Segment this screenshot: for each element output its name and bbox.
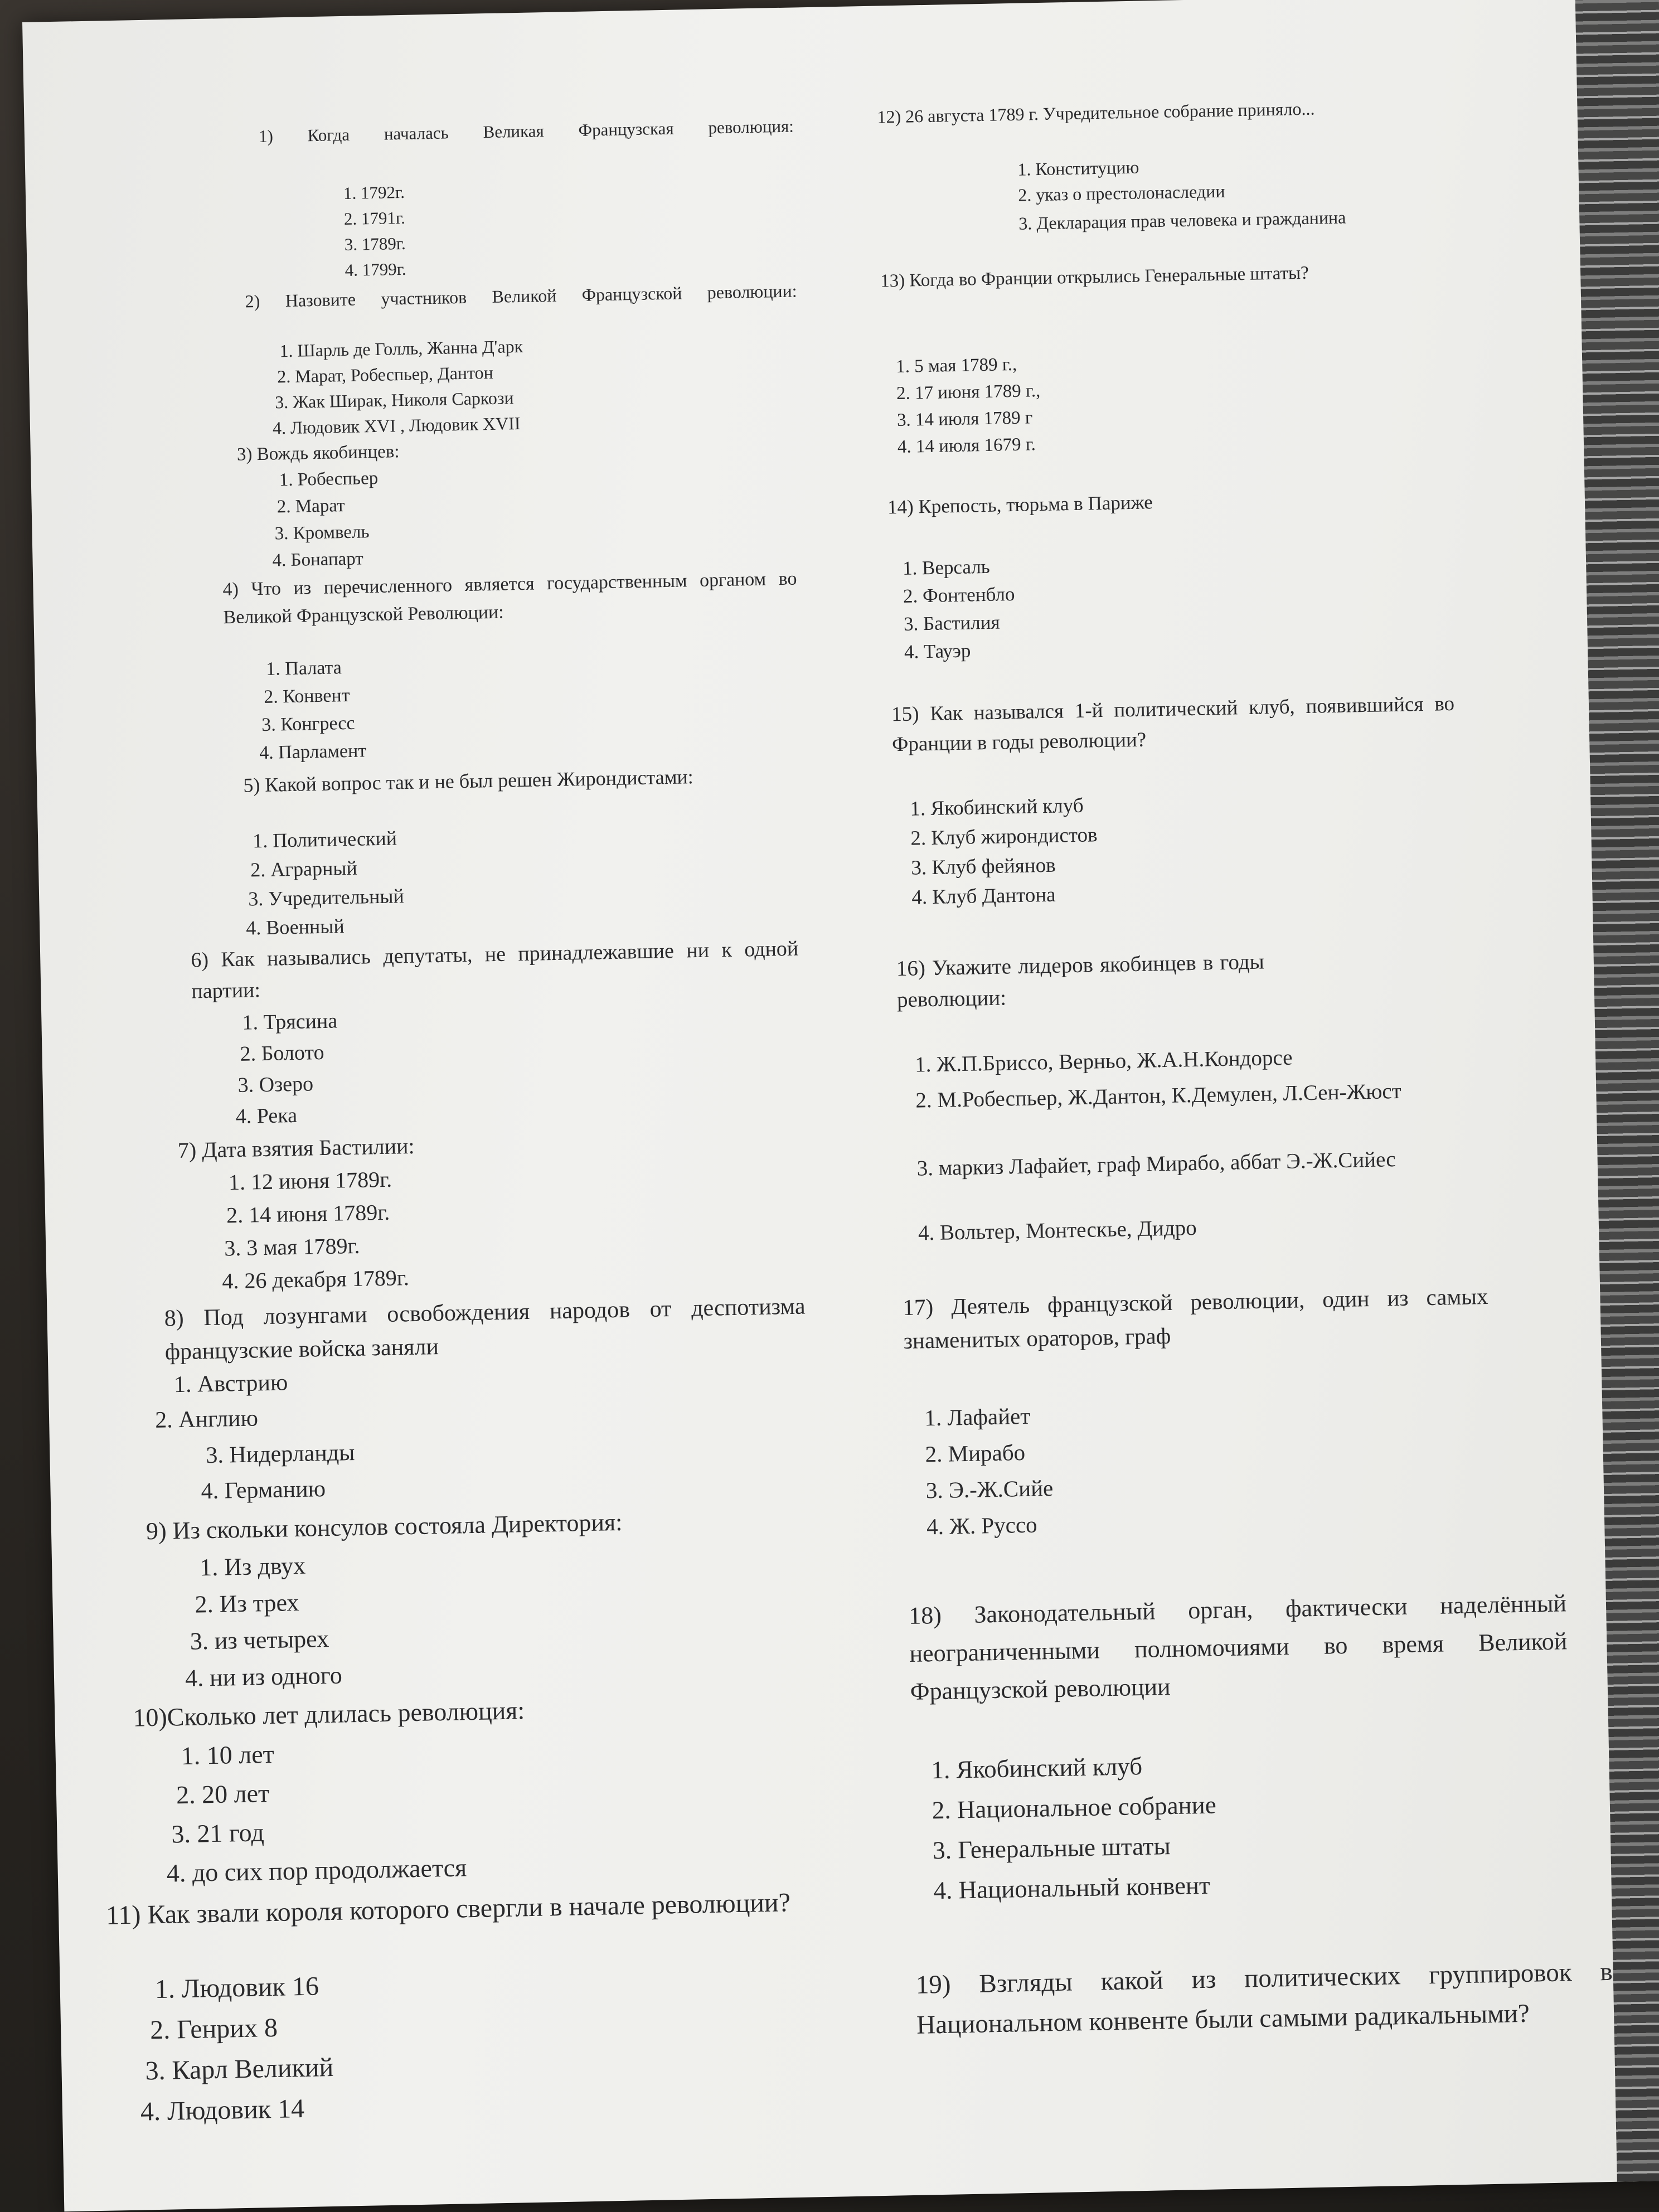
option-4: 4. Людовик XVI , Людовик XVII [272,413,521,438]
option-3: 3. Конгресс [261,712,355,735]
option-1: 1. Трясина [242,1009,338,1035]
question-13 [880,257,1438,294]
question-text: 1) Когда началась Великая Французская революция: [258,116,794,146]
option-2: 2. указ о престолонаследии [1017,181,1225,205]
question-text: 19) Взгляды какой из политических группировок в Национальном конвенте были самыми радикальными? [915,1957,1613,2040]
option-1: 1. Политический [252,827,397,852]
question-text: 5) Какой вопрос так и не был решен Жирондистами: [242,765,694,797]
question-text: 3) Вождь якобинцев: [236,442,400,465]
option-4: 4. до сих пор продолжается [166,1853,467,1888]
option-2: 2. Национальное собрание [932,1791,1217,1825]
option-2: 2. 14 июня 1789г. [226,1199,390,1228]
question-16 [896,947,1265,1016]
photocopy-edge-noise [1575,0,1659,2182]
question-text: 11) Как звали короля которого свергли в начале революции? [105,1888,791,1930]
option-3: 3. Карл Великий [145,2052,334,2086]
option-3: 3. Жак Ширак, Николя Саркози [274,387,514,413]
quiz-sheet [22,0,1659,2211]
option-3: 3. 3 мая 1789г. [224,1233,360,1261]
option-4: 4. 26 декабря 1789г. [221,1265,410,1294]
option-2: 2. 1791г. [343,207,406,229]
option-1: 1. Палата [266,657,342,680]
option-4: 4. Ж. Руссо [926,1511,1037,1540]
question-2 [245,278,797,314]
question-17 [903,1279,1489,1357]
option-3: 3. 1789г. [344,233,406,254]
option-1: 1. Ж.П.Бриссо, Верньо, Ж.А.Н.Кондорсе [914,1045,1293,1077]
option-4: 4. Река [235,1103,298,1129]
option-2: 2. Марат, Робеспьер, Дантон [276,362,493,387]
option-1: 1. Якобинский клуб [909,794,1084,821]
question-text: 10)Сколько лет длилась революция: [132,1696,525,1732]
option-4: 4. Военный [245,915,345,939]
option-3: 3. Клуб фейянов [911,853,1056,880]
option-4: 4. Тауэр [904,639,971,663]
question-14 [887,491,1153,518]
option-1: 1. Из двух [199,1551,306,1582]
option-3: 3. Учредительный [248,885,405,910]
question-9 [146,1508,623,1545]
option-4: 4. Бонапарт [272,549,364,571]
option-3: 3. Э.-Ж.Сийе [925,1474,1054,1503]
question-text: 14) Крепость, тюрьма в Париже [887,491,1153,518]
question-text: 16) Укажите лидеров якобинцев в годы революции: [896,949,1265,1012]
question-text: 7) Дата взятия Бастилии: [177,1133,415,1163]
option-3: 3. Озеро [237,1072,314,1097]
question-text: 15) Как назывался 1-й политический клуб, появившийся во Франции в годы революции? [891,692,1455,756]
option-1: 1. Лафайет [924,1403,1031,1431]
question-text: 9) Из скольки консулов состояла Директория: [145,1508,623,1545]
option-2: 2. Марат [276,496,345,517]
option-1: 1. Конституцию [1017,157,1139,180]
question-text: 2) Назовите участников Великой Французской революции: [245,280,797,312]
option-3: 3. Нидерланды [205,1440,355,1469]
option-3: 3. 21 год [171,1818,265,1849]
question-6 [191,933,799,1007]
option-2: 2. М.Робеспьер, Ж.Дантон, К.Демулен, Л.Сен-Жюст [915,1079,1402,1113]
option-3: 3. Бастилия [903,611,1000,635]
option-2: 2. Фонтенбло [903,583,1015,607]
option-4: 4. ни из одного [185,1661,343,1692]
option-3: 3. Генеральные штаты [932,1832,1171,1865]
option-4: 4. Людовик 14 [140,2093,305,2127]
option-4: 4. Клуб Дантона [911,883,1056,909]
question-19 [915,1952,1614,2045]
question-text: 18) Законодательный орган, фактически наделённый неограниченными полномочиями во время Великой Французской революции [908,1589,1568,1705]
option-1: 1. Людовик 16 [154,1971,319,2005]
option-2: 2. Генрих 8 [149,2012,278,2045]
option-1: 1. 12 июня 1789г. [228,1166,392,1195]
option-1: 1. Австрию [173,1370,288,1398]
option-1: 1. 5 мая 1789 г., [895,354,1017,377]
option-1: 1. 10 лет [181,1739,275,1770]
question-10 [133,1695,525,1732]
option-4: 4. 14 июля 1679 г. [897,434,1036,457]
option-2: 2. Конвент [263,685,350,707]
option-4: 4. Парламент [259,740,367,764]
option-3: 3. 14 июля 1789 г [896,408,1033,431]
option-2: 2. Аграрный [250,856,358,881]
question-18 [909,1584,1569,1711]
option-1: 1. Робеспьер [279,468,379,491]
question-text: 4) Что из перечисленного является государственным органом во Великой Французской Революции: [222,568,797,628]
option-2: 2. Из трех [195,1588,299,1618]
question-text: 17) Деятель французской революции, один из самых знаменитых ораторов, граф [903,1283,1488,1354]
option-2: 2. 20 лет [176,1779,270,1810]
question-3 [237,442,400,465]
option-1: 1. Версаль [902,555,991,579]
option-3: 3. маркиз Лафайет, граф Мирабо, аббат Э.-Ж.Сийес [916,1147,1396,1181]
option-3: 3. Декларация прав человека и гражданина [1018,207,1346,234]
question-1 [259,113,794,149]
question-5 [243,760,795,800]
option-4: 4. Вольтер, Монтескье, Дидро [918,1215,1197,1245]
option-1: 1. Якобинский клуб [931,1752,1143,1784]
option-1: 1. Шарль де Голль, Жанна Д'арк [279,336,523,361]
option-2: 2. 17 июня 1789 г., [896,381,1041,404]
option-2: 2. Мирабо [925,1439,1026,1467]
question-7 [177,1133,414,1163]
option-1: 1. 1792г. [343,182,405,203]
option-2: 2. Клуб жирондистов [910,823,1098,850]
question-text: 6) Как назывались депутаты, не принадлежавшие ни к одной партии: [190,937,799,1003]
option-3: 3. Кромвель [274,522,370,544]
question-4 [222,565,798,632]
question-11 [106,1884,809,1935]
option-4: 4. 1799г. [345,259,406,280]
option-3: 3. из четырех [190,1624,329,1655]
option-2: 2. Англию [154,1405,259,1433]
question-15 [891,689,1456,760]
question-text: 12) 26 августа 1789 г. Учредительное собрание приняло... [877,98,1315,127]
option-4: 4. Германию [201,1476,326,1505]
question-text: 8) Под лозунгами освобождения народов от деспотизма французские войска заняли [164,1293,806,1365]
question-8 [164,1289,806,1369]
question-text: 13) Когда во Франции открылись Генеральные штаты? [880,263,1309,292]
option-4: 4. Национальный конвент [933,1871,1211,1905]
question-12 [877,93,1435,130]
option-2: 2. Болото [240,1040,324,1066]
